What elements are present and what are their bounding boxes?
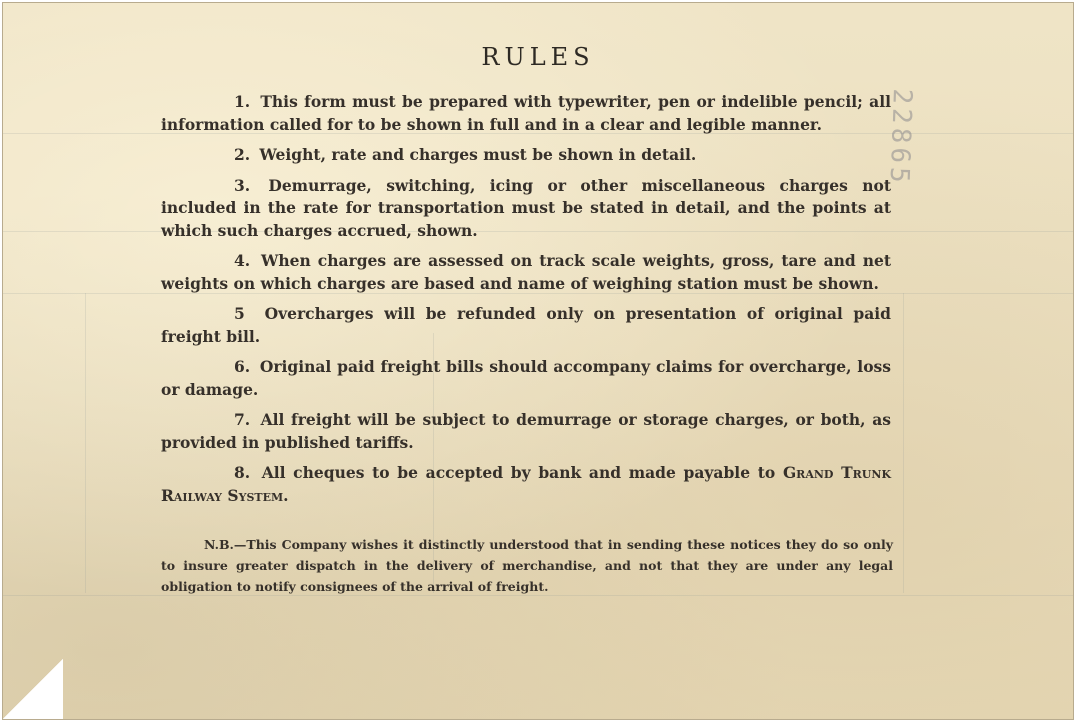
- bleed-line: [85, 293, 86, 593]
- rule-number: 7.: [234, 410, 251, 429]
- rule-item: [161, 250, 891, 295]
- folded-corner: [3, 659, 63, 719]
- bleed-line: [903, 293, 904, 593]
- handwritten-number: 22865: [883, 87, 917, 188]
- rule-item: [161, 144, 891, 167]
- rule-text: Original paid freight bills should accompany claims for overcharge, loss or damage.: [161, 357, 891, 399]
- rule-number: 8.: [234, 463, 251, 482]
- page-title: RULES: [481, 43, 595, 71]
- rules-list: [161, 91, 891, 515]
- rule-number: 2.: [234, 145, 251, 164]
- rule-item: [161, 462, 891, 507]
- rule-item: [161, 356, 891, 401]
- rule-number: 5: [234, 304, 245, 323]
- rule-text: When charges are assessed on track scale weights, gross, tare and net weights on which charges are based and name of weighing station must be shown.: [161, 251, 891, 293]
- rule-number: 6.: [234, 357, 251, 376]
- rule-text: All freight will be subject to demurrage or storage charges, or both, as provided in published tariffs.: [161, 410, 891, 452]
- rule-item: [161, 175, 891, 243]
- freight-bill-back: [2, 2, 1074, 720]
- rule-item: [161, 409, 891, 454]
- rule-text: This form must be prepared with typewriter, pen or indelible pencil; all information called for to be shown in full and in a clear and legible manner.: [161, 92, 892, 134]
- rule-number: 1.: [234, 92, 251, 111]
- rule-number: 3.: [234, 175, 251, 195]
- rule-text: All cheques to be accepted by bank and made payable to: [261, 463, 776, 482]
- rule-item: [161, 91, 891, 136]
- rule-text: Weight, rate and charges must be shown in detail.: [259, 145, 697, 164]
- rule-number: 4.: [234, 251, 251, 270]
- rule-item: [161, 303, 891, 348]
- company-name: Grand Trunk Railway System.: [161, 463, 892, 505]
- rule-text: Overcharges will be refunded only on presentation of original paid freight bill.: [161, 304, 891, 346]
- rule-text: Demurrage, switching, icing or other miscellaneous charges not included in the rate for transportation must be stated in detail, and the points at which such charges accrued, shown.: [161, 175, 891, 240]
- nb-notice: N.B.—This Company wishes it distinctly understood that in sending these notices they do so only to insure greater dispatch in the delivery of merchandise, and not that they are under any legal obligation to notify consignees of the arrival of freight.: [161, 536, 893, 594]
